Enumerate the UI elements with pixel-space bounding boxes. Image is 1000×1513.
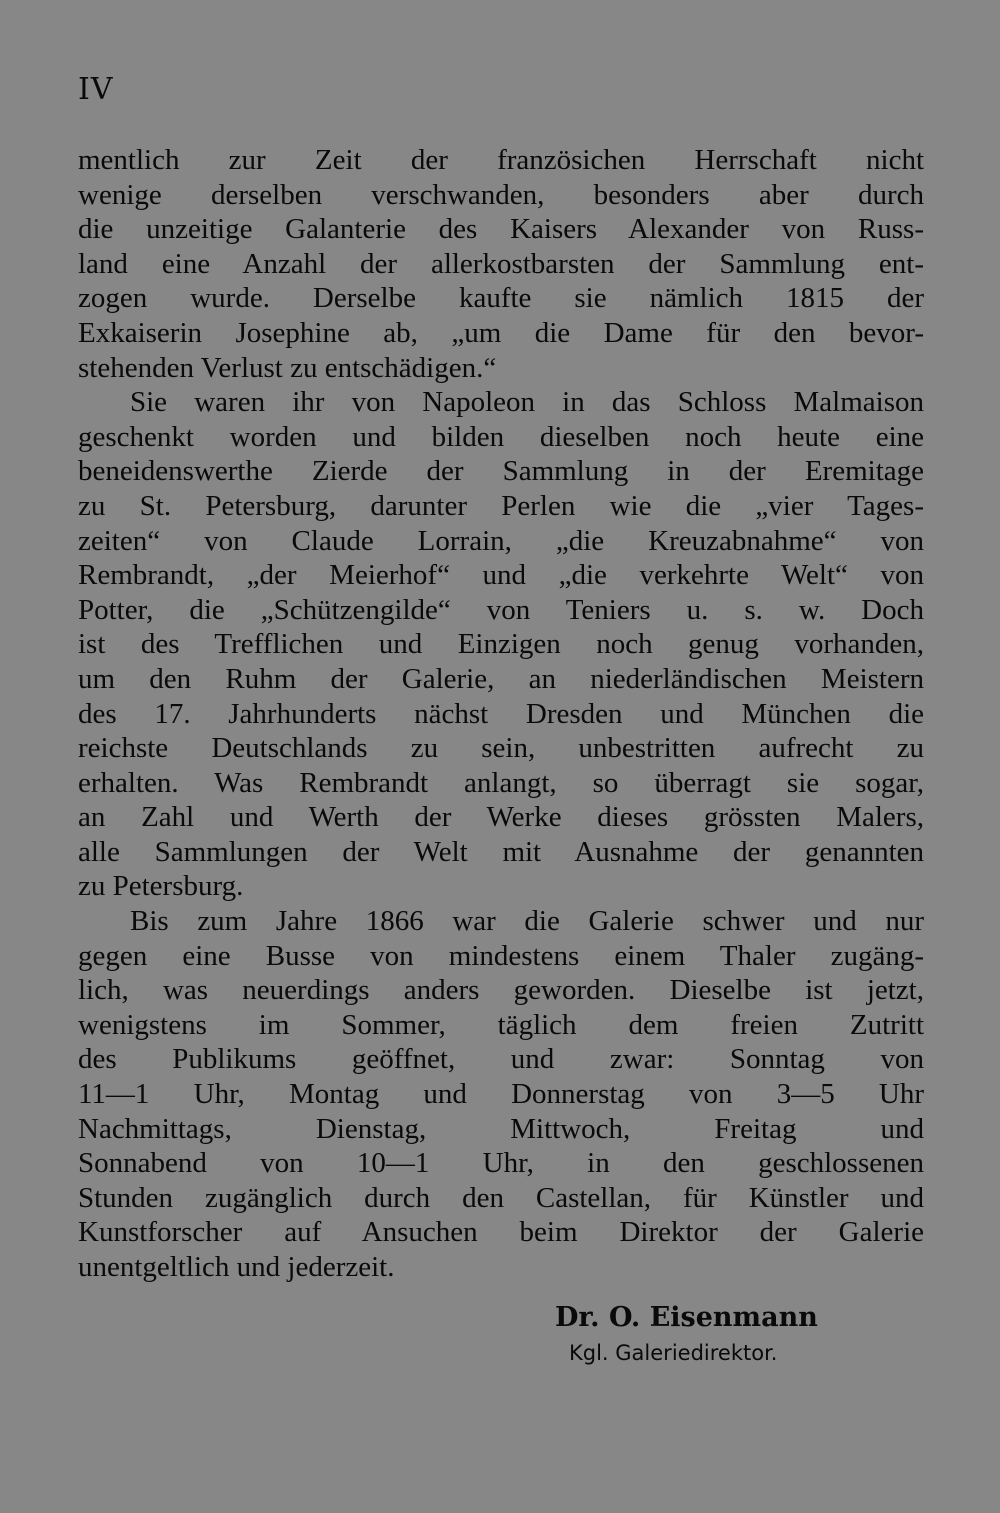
signature-name: Dr. O. Eisenmann: [555, 1302, 818, 1333]
text-line: Rembrandt, „der Meierhof“ und „die verkehrte Welt“ von: [78, 559, 924, 592]
text-line: unentgeltlich und jederzeit.: [78, 1251, 395, 1283]
text-line: Potter, die „Schützengilde“ von Teniers u. s. w. Doch: [78, 593, 924, 626]
text-line: zu Petersburg.: [78, 870, 244, 903]
text-line: Stunden zugänglich durch den Castellan, für Künstler und: [78, 1181, 924, 1214]
text-line: um den Ruhm der Galerie, an niederländischen Meistern: [78, 662, 924, 695]
text-line: alle Sammlungen der Welt mit Ausnahme der genannten: [78, 835, 924, 868]
text-line: erhalten. Was Rembrandt anlangt, so überragt sie sogar,: [78, 766, 924, 799]
text-line: Exkaiserin Josephine ab, „um die Dame für den bevor-: [78, 316, 924, 349]
signature-title: Kgl. Galeriedirektor.: [569, 1341, 778, 1365]
text-line: reichste Deutschlands zu sein, unbestritten aufrecht zu: [78, 732, 924, 765]
text-line: geschenkt worden und bilden dieselben noch heute eine: [78, 420, 924, 453]
text-line: an Zahl und Werth der Werke dieses grössten Malers,: [78, 801, 924, 834]
text-line: Nachmittags, Dienstag, Mittwoch, Freitag und: [78, 1112, 924, 1145]
text-line: wenige derselben verschwanden, besonders aber durch: [78, 178, 924, 211]
text-line: Sonnabend von 10—1 Uhr, in den geschlossenen: [78, 1147, 924, 1180]
text-line: wenigstens im Sommer, täglich dem freien Zutritt: [78, 1008, 924, 1041]
text-line: zu St. Petersburg, darunter Perlen wie die „vier Tages-: [78, 489, 924, 522]
text-line: des 17. Jahrhunderts nächst Dresden und München die: [78, 697, 924, 730]
text-line: mentlich zur Zeit der französichen Herrschaft nicht: [78, 144, 924, 176]
text-line: beneidenswerthe Zierde der Sammlung in der Eremitage: [78, 455, 924, 488]
text-line: ist des Trefflichen und Einzigen noch genug vorhanden,: [78, 628, 924, 661]
text-line: Bis zum Jahre 1866 war die Galerie schwer und nur: [130, 905, 924, 938]
text-line: die unzeitige Galanterie des Kaisers Alexander von Russ-: [78, 213, 924, 246]
text-line: Kunstforscher auf Ansuchen beim Direktor der Galerie: [78, 1216, 924, 1249]
page-number: IV: [78, 72, 114, 107]
signature-block: [555, 1298, 818, 1368]
text-line: des Publikums geöffnet, und zwar: Sonntag von: [78, 1043, 924, 1076]
text-line: 11—1 Uhr, Montag und Donnerstag von 3—5 Uhr: [78, 1078, 924, 1111]
text-line: lich, was neuerdings anders geworden. Dieselbe ist jetzt,: [78, 974, 924, 1007]
text-line: Sie waren ihr von Napoleon in das Schloss Malmaison: [130, 386, 924, 419]
text-line: zogen wurde. Derselbe kaufte sie nämlich 1815 der: [78, 282, 924, 315]
text-line: zeiten“ von Claude Lorrain, „die Kreuzabnahme“ von: [78, 524, 924, 557]
text-line: land eine Anzahl der allerkostbarsten der Sammlung ent-: [78, 247, 924, 280]
text-line: stehenden Verlust zu entschädigen.“: [78, 351, 497, 384]
body-text: [78, 143, 924, 1285]
text-line: gegen eine Busse von mindestens einem Thaler zugäng-: [78, 939, 924, 972]
